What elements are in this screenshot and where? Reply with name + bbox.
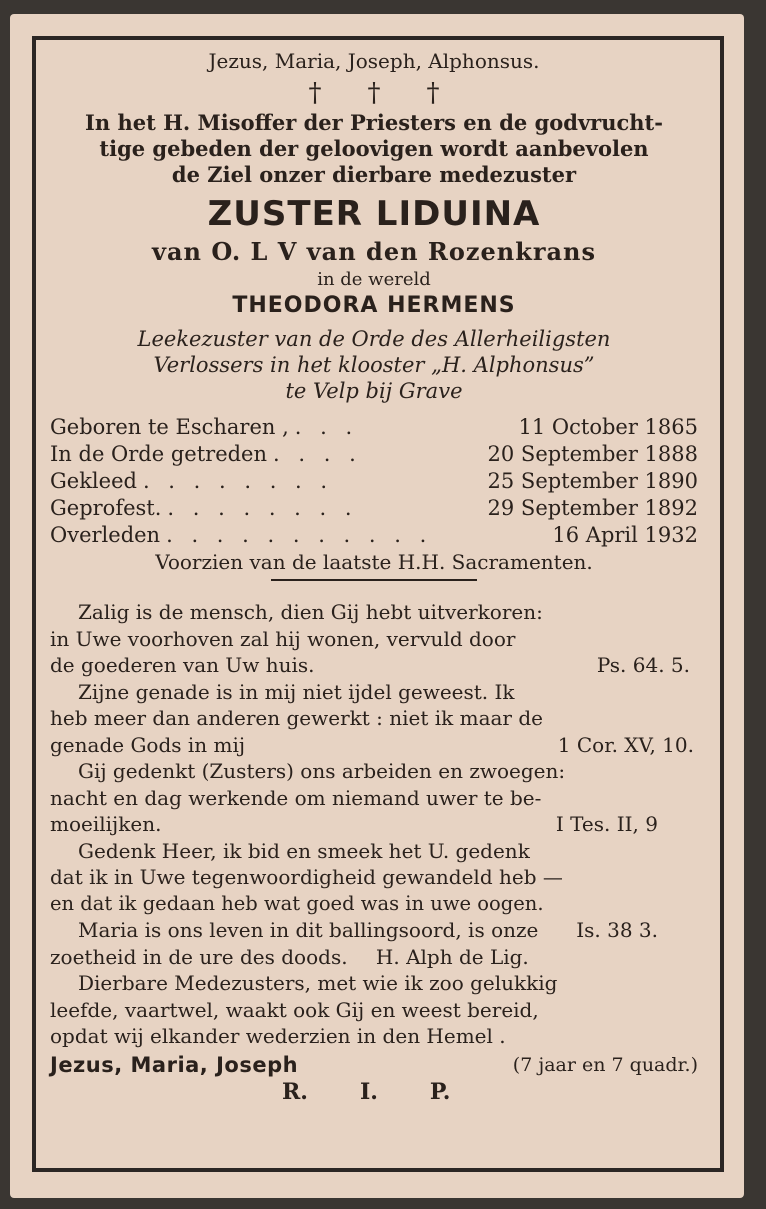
quote-line: de goederen van Uw huis. — [50, 653, 315, 677]
world-label: in de wereld — [317, 269, 431, 290]
quote-line-with-ref — [50, 652, 698, 679]
invocation: Jezus, Maria, Joseph, Alphonsus. — [208, 49, 540, 73]
sacraments-line: Voorzien van de laatste H.H. Sacramenten. — [155, 550, 593, 574]
order-line: Leekezuster van de Orde des Allerheiligsten — [137, 327, 611, 351]
date-dots: . . . . — [273, 442, 362, 466]
intro-line: In het H. Misoffer der Priesters en de godvrucht- — [85, 110, 663, 135]
rip-letter: I. — [359, 1078, 378, 1105]
quote-line: dat ik in Uwe tegenwoordigheid gewandeld heb — — [50, 865, 563, 889]
date-label: Overleden — [50, 523, 161, 547]
scripture-reference: Ps. 64. 5. — [596, 653, 690, 677]
date-value: 29 September 1892 — [487, 496, 698, 520]
quote-line-with-ref — [50, 811, 698, 838]
order-line: Verlossers in het klooster „H. Alphonsus” — [153, 353, 595, 377]
date-row — [50, 522, 698, 549]
quote-line: in Uwe voorhoven zal hij wonen, vervuld door — [50, 626, 516, 651]
date-value: 25 September 1890 — [487, 469, 698, 493]
rip-line — [50, 1078, 698, 1106]
quote-line: zoetheid in de ure des doods. — [50, 944, 348, 969]
cross-icon: † — [426, 78, 440, 108]
date-value: 20 September 1888 — [487, 442, 698, 466]
quote-line: nacht en dag werkende om niemand uwer te be- — [50, 785, 542, 810]
quote-line: Zijne genade is in mij niet ijdel geweest. Ik — [78, 679, 515, 704]
closing-row — [50, 1052, 698, 1078]
date-value: 11 October 1865 — [518, 415, 698, 439]
quote-line: leefde, vaartwel, waakt ook Gij en weest bereid, — [50, 997, 539, 1022]
date-dots: . . . . . . . . — [142, 469, 334, 493]
quote-line-with-ref — [50, 732, 698, 759]
date-dots: . . . . . . . . — [167, 496, 358, 520]
quote-line: heb meer dan anderen gewerkt : niet ik maar de — [50, 706, 543, 730]
quote-line: Zalig is de mensch, dien Gij hebt uitverkoren: — [78, 600, 543, 624]
date-dots: . . . — [294, 415, 359, 439]
birth-name: THEODORA HERMENS — [232, 293, 516, 318]
date-row — [50, 468, 698, 495]
quote-line: en dat ik gedaan heb wat goed was in uwe oogen. — [50, 891, 544, 915]
religious-title: van O. L V van den Rozenkrans — [152, 237, 596, 266]
date-dots: . . . . . . . . . . . — [166, 523, 433, 547]
quote-line: Dierbare Medezusters, met wie ik zoo gelukkig — [78, 971, 558, 995]
date-label: Geboren te Escharen , — [50, 415, 289, 439]
scripture-reference: 1 Cor. XV, 10. — [557, 732, 694, 757]
intro-line: de Ziel onzer dierbare medezuster — [171, 162, 577, 187]
date-label: Gekleed — [50, 469, 137, 493]
date-label: In de Orde getreden — [50, 442, 268, 466]
intro-line: tige gebeden der geloovigen wordt aanbevolen — [99, 136, 649, 161]
rip-letter: R. — [282, 1078, 308, 1105]
card-content — [50, 48, 698, 1106]
date-row — [50, 414, 698, 441]
quote-line: opdat wij elkander wederzien in den Hemel . — [50, 1024, 506, 1048]
date-label: Geprofest. — [50, 496, 162, 520]
date-row — [50, 495, 698, 522]
quotes-block — [50, 599, 698, 1050]
quote-line: genade Gods in mij — [50, 732, 246, 757]
quote-line: Gedenk Heer, ik bid en smeek het U. gedenk — [78, 838, 530, 863]
author-reference: H. Alph de Lig. — [375, 944, 529, 969]
quote-line-with-ref — [50, 944, 698, 971]
crosses — [50, 78, 698, 108]
quote-line: Maria is ons leven in dit ballingsoord, is onze — [78, 918, 539, 942]
order-line: te Velp bij Grave — [285, 379, 463, 403]
date-value: 16 April 1932 — [552, 523, 698, 547]
closing-invocation: Jezus, Maria, Joseph — [50, 1052, 299, 1077]
indulgence-note: (7 jaar en 7 quadr.) — [512, 1053, 698, 1076]
cross-icon: † — [308, 78, 322, 108]
religious-name: ZUSTER LIDUINA — [207, 194, 541, 234]
scripture-reference: Is. 38 3. — [576, 918, 658, 942]
quote-line: moeilijken. — [50, 812, 162, 836]
quote-line: Gij gedenkt (Zusters) ons arbeiden en zwoegen: — [78, 759, 566, 783]
dates-list — [50, 414, 698, 549]
scripture-reference: I Tes. II, 9 — [555, 812, 658, 836]
rip-letter: P. — [429, 1078, 451, 1105]
date-row — [50, 441, 698, 468]
cross-icon: † — [367, 78, 381, 108]
